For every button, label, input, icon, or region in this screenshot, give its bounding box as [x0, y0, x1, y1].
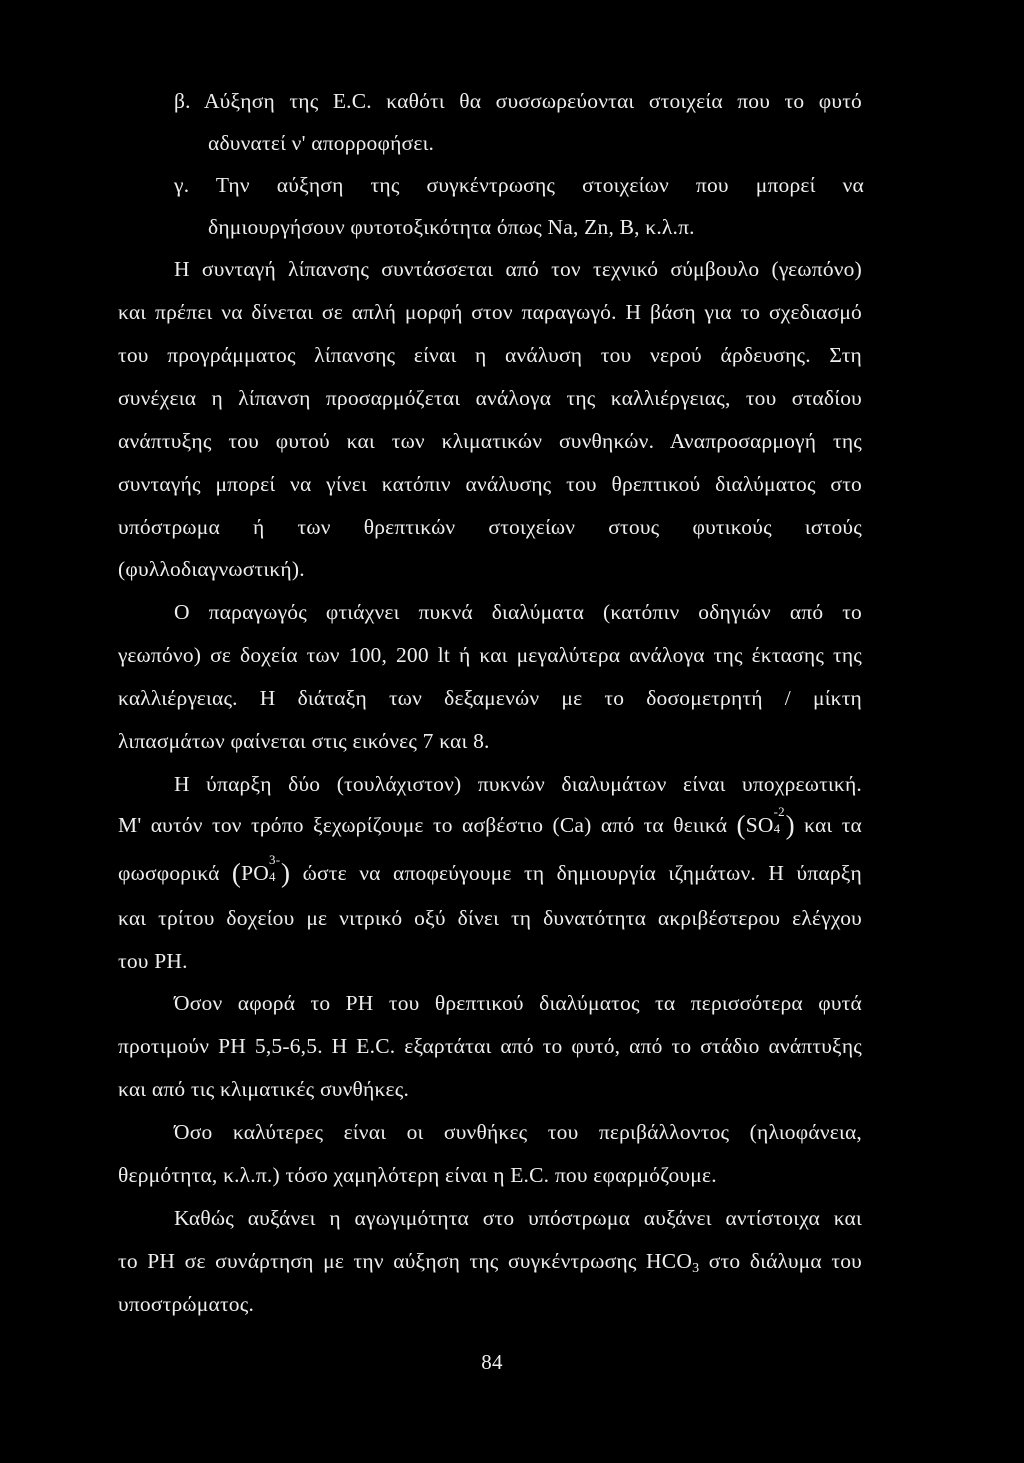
text-line: καλλιέργειας. Η διάταξη των δεξαμενών με το δοσομετρητή / μίκτη	[118, 686, 862, 710]
formula-sub: 4	[773, 821, 781, 836]
text-line: συνέχεια η λίπανση προσαρμόζεται ανάλογα της καλλιέργειας, του σταδίου	[118, 386, 862, 410]
text-line: γ. Την αύξηση της συγκέντρωσης στοιχείων που μπορεί να	[174, 173, 864, 197]
formula-sub: 3	[692, 1261, 700, 1276]
text-line: αδυνατεί ν' απορροφήσει.	[208, 131, 435, 155]
paren-close: )	[785, 810, 795, 840]
paren-open: (	[231, 858, 242, 888]
text-line: και τρίτου δοχείου με νιτρικό οξύ δίνει τη δυνατότητα ακριβέστερου ελέγχου	[118, 906, 862, 930]
text-segment: ώστε να αποφεύγουμε τη δημιουργία ιζημάτων. Η ύπαρξη	[290, 861, 862, 885]
formula-base: PO	[241, 861, 270, 885]
page-number: 84	[481, 1350, 503, 1374]
text-segment: Μ' αυτόν τον τρόπο ξεχωρίζουμε το ασβέστιο (Ca) από τα θειικά	[118, 813, 737, 837]
text-line: του PH.	[118, 949, 188, 973]
text-line-phosphate	[118, 852, 862, 890]
text-line-sulfate	[118, 804, 863, 842]
text-line: δημιουργήσουν φυτοτοξικότητα όπως Na, Zn, B, κ.λ.π.	[208, 215, 695, 239]
text-line: Η συνταγή λίπανσης συντάσσεται από τον τεχνικό σύμβουλο (γεωπόνο)	[174, 257, 862, 281]
formula-base: SO	[745, 813, 774, 837]
text-line: και από τις κλιματικές συνθήκες.	[118, 1077, 410, 1101]
text-segment: και τα	[794, 813, 863, 837]
text-line-bicarbonate	[118, 1244, 862, 1278]
text-segment: φωσφορικά	[118, 861, 232, 885]
text-line: Όσον αφορά το PH του θρεπτικού διαλύματος τα περισσότερα φυτά	[174, 991, 862, 1015]
text-line: λιπασμάτων φαίνεται στις εικόνες 7 και 8.	[118, 729, 490, 753]
text-line: Η ύπαρξη δύο (τουλάχιστον) πυκνών διαλυμάτων είναι υποχρεωτική.	[174, 772, 862, 796]
text-line: συνταγής μπορεί να γίνει κατόπιν ανάλυσης του θρεπτικού διαλύματος στο	[118, 472, 862, 496]
text-line: προτιμούν PH 5,5-6,5. Η Ε.C. εξαρτάται από το φυτό, από το στάδιο ανάπτυξης	[118, 1034, 862, 1058]
text-line: Καθώς αυξάνει η αγωγιμότητα στο υπόστρωμα αυξάνει αντίστοιχα και	[174, 1206, 862, 1230]
text-line: υποστρώματος.	[118, 1292, 255, 1316]
formula-index	[773, 804, 786, 836]
text-line: θερμότητα, κ.λ.π.) τόσο χαμηλότερη είναι η Ε.C. που εφαρμόζουμε.	[118, 1163, 717, 1187]
text-line: (φυλλοδιαγνωστική).	[118, 557, 305, 581]
formula-sup: -2	[773, 804, 785, 819]
text-line: ανάπτυξης του φυτού και των κλιματικών συνθηκών. Αναπροσαρμογή της	[118, 429, 862, 453]
text-line: και πρέπει να δίνεται σε απλή μορφή στον παραγωγό. Η βάση για το σχεδιασμό	[118, 300, 862, 324]
text-line: υπόστρωμα ή των θρεπτικών στοιχείων στους φυτικούς ιστούς	[118, 515, 862, 539]
text-line: Ο παραγωγός φτιάχνει πυκνά διαλύματα (κατόπιν οδηγιών από το	[174, 600, 862, 624]
paren-close: )	[281, 858, 291, 888]
text-line: του προγράμματος λίπανσης είναι η ανάλυση του νερού άρδευσης. Στη	[118, 343, 862, 367]
paren-open: (	[736, 810, 746, 840]
formula-sub: 4	[269, 869, 276, 884]
text-line: γεωπόνο) σε δοχεία των 100, 200 lt ή και μεγαλύτερα ανάλογα της έκτασης της	[118, 643, 862, 667]
text-segment: το PH σε συνάρτηση με την αύξηση της συγκέντρωσης HCO	[118, 1249, 693, 1273]
text-line: Όσο καλύτερες είναι οι συνθήκες του περιβάλλοντος (ηλιοφάνεια,	[174, 1120, 862, 1144]
formula-sup: 3-	[269, 852, 281, 867]
formula-index	[269, 852, 281, 884]
text-line: β. Αύξηση της Ε.C. καθότι θα συσσωρεύονται στοιχεία που το φυτό	[174, 89, 862, 113]
text-segment: στο διάλυμα του	[699, 1249, 862, 1273]
